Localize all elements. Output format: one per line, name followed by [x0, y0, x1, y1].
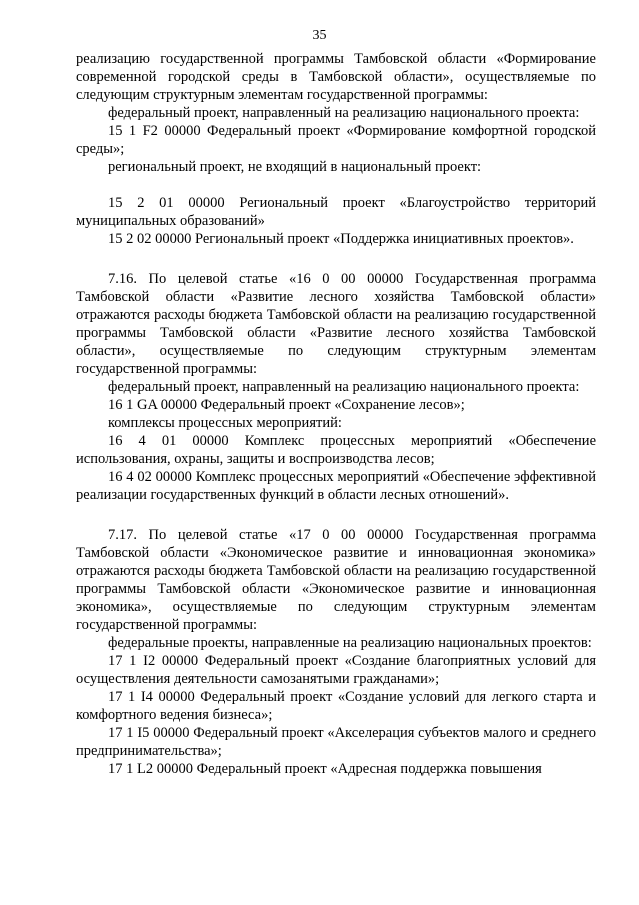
paragraph: 16 1 GA 00000 Федеральный проект «Сохранение лесов»;: [108, 397, 465, 413]
paragraph: федеральный проект, направленный на реализацию национального проекта:: [108, 379, 580, 395]
paragraph: региональный проект, не входящий в национальный проект:: [108, 159, 482, 175]
paragraph: реализацию государственной программы Тамбовской области «Формирование современной городской среды в Тамбовской области», осуществляемые по следующим структурным элементам государственной программы:: [76, 51, 596, 103]
paragraph: 16 4 01 00000 Комплекс процессных мероприятий «Обеспечение использования, охраны, защиты и воспроизводства лесов;: [76, 433, 596, 467]
paragraph: 7.17. По целевой статье «17 0 00 00000 Государственная программа Тамбовской области «Экономическое развитие и инновационная экономика» отражаются расходы бюджета Тамбовской области на реализацию государственной программы Тамбовской области «Экономическое развитие и инновационная экономика», осуществляемые по следующим структурным элементам государственной программы:: [76, 527, 596, 633]
paragraph-spacer: [76, 176, 596, 194]
paragraph: 7.16. По целевой статье «16 0 00 00000 Государственная программа Тамбовской области «Развитие лесного хозяйства Тамбовской области» отражаются расходы бюджета Тамбовской области на реализацию государственной программы Тамбовской области «Развитие лесного хозяйства Тамбовской области», осуществляемые по следующим структурным элементам государственной программы:: [76, 271, 596, 377]
paragraph: 17 1 I5 00000 Федеральный проект «Акселерация субъектов малого и среднего предпринимательства»;: [76, 725, 596, 759]
paragraph: 16 4 02 00000 Комплекс процессных мероприятий «Обеспечение эффективной реализации государственных функций в области лесных отношений».: [76, 469, 596, 503]
paragraph: 15 1 F2 00000 Федеральный проект «Формирование комфортной городской среды»;: [76, 123, 596, 157]
document-body: [76, 50, 596, 778]
paragraph-spacer: [76, 504, 596, 526]
paragraph: комплексы процессных мероприятий:: [108, 415, 342, 431]
paragraph: 17 1 I4 00000 Федеральный проект «Создание условий для легкого старта и комфортного ведения бизнеса»;: [76, 689, 596, 723]
paragraph: федеральные проекты, направленные на реализацию национальных проектов:: [108, 635, 592, 651]
paragraph: 15 2 02 00000 Региональный проект «Поддержка инициативных проектов».: [108, 231, 574, 247]
paragraph: 15 2 01 00000 Региональный проект «Благоустройство территорий муниципальных образований»: [76, 195, 596, 229]
paragraph: федеральный проект, направленный на реализацию национального проекта:: [108, 105, 580, 121]
paragraph: 17 1 I2 00000 Федеральный проект «Создание благоприятных условий для осуществления деятельности самозанятыми гражданами»;: [76, 653, 596, 687]
paragraph-spacer: [76, 248, 596, 270]
page-number: 35: [312, 28, 327, 43]
paragraph: 17 1 L2 00000 Федеральный проект «Адресная поддержка повышения: [108, 761, 542, 777]
